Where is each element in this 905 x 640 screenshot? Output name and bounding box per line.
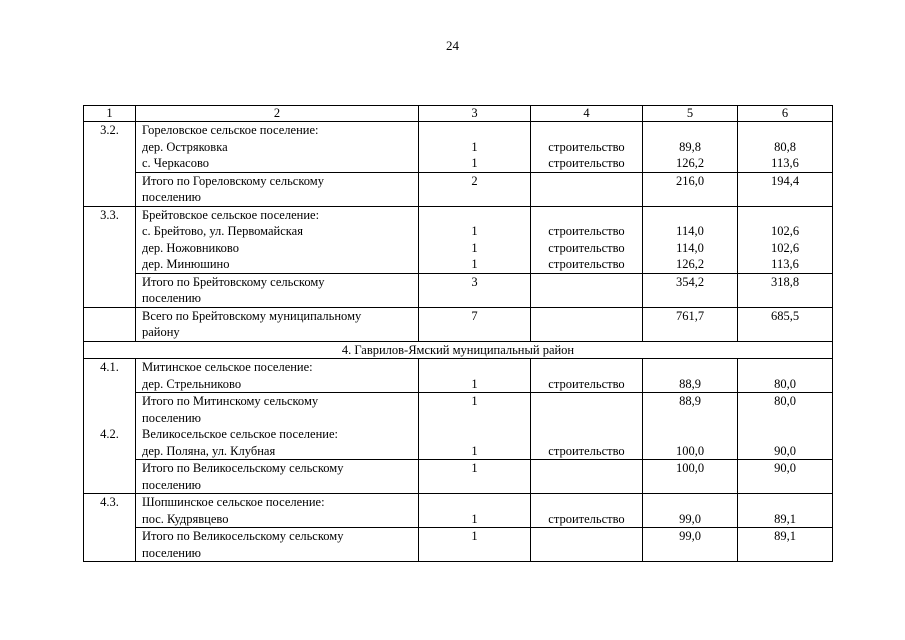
total-col5: 354,2 [643,273,738,307]
count-value: 1 [471,511,478,526]
table-row-total [84,393,833,427]
value-col5: 114,0 [676,224,704,238]
total-label: Итого по Митинскому сельскому поселению [136,393,419,427]
settlement-name: Гореловское сельское поселение: [142,123,319,137]
value-col6: 80,0 [774,376,796,391]
table-row-total [84,273,833,307]
total-label: Итого по Великосельскому сельскому поселению [136,460,419,494]
work-type: строительство [548,376,625,391]
section-heading: 4. Гаврилов-Ямский муниципальный район [84,341,833,359]
place-name: с. Брейтово, ул. Первомайская [142,224,303,238]
count-value: 1 [471,224,478,238]
total-label: Итого по Брейтовскому сельскому поселению [136,273,419,307]
settlement-cell [136,206,419,273]
header-row [84,106,833,122]
total-col5: 88,9 [643,393,738,427]
data-table [83,105,833,562]
place-name: дер. Минюшино [142,257,230,271]
district-total-col6: 685,5 [738,307,833,341]
value-col5: 126,2 [675,257,705,271]
count-value: 1 [471,443,478,458]
header-cell-1: 1 [84,106,136,122]
count-value: 1 [471,156,478,170]
table-row-total [84,528,833,562]
table-row-total [84,172,833,206]
table-row-district-total [84,307,833,341]
value-col5: 100,0 [675,443,705,458]
count-value: 1 [471,240,478,255]
row-number: 4.3. [84,494,136,528]
header-cell-5: 5 [643,106,738,122]
total-label: Итого по Гореловскому сельскому поселению [136,172,419,206]
place-name: дер. Стрельниково [142,376,242,391]
row-number: 3.3. [84,206,136,273]
work-type: строительство [548,257,625,271]
place-name: дер. Поляна, ул. Клубная [142,443,276,458]
district-total-count: 7 [419,307,531,341]
settlement-cell [136,122,419,173]
count-value: 1 [471,257,478,271]
total-col6: 90,0 [738,460,833,494]
settlement-name: Брейтовское сельское поселение: [142,207,320,222]
place-name: дер. Остряковка [142,139,228,154]
total-col5: 100,0 [643,460,738,494]
value-col5: 89,8 [679,139,701,154]
table-row-total [84,460,833,494]
value-col6: 89,1 [774,511,796,526]
value-col6: 102,6 [770,240,800,255]
value-col5: 99,0 [679,511,701,526]
value-col6: 102,6 [770,224,800,238]
total-col6: 318,8 [738,273,833,307]
table-row [84,359,833,393]
total-count: 1 [419,460,531,494]
table-row [84,206,833,273]
value-col6: 80,8 [774,139,796,154]
value-col6: 113,6 [771,156,799,170]
total-col5: 99,0 [643,528,738,562]
header-cell-3: 3 [419,106,531,122]
settlement-name: Великосельское сельское поселение: [142,427,338,441]
work-type: строительство [548,139,625,154]
total-col6: 89,1 [738,528,833,562]
settlement-cell [136,494,419,528]
table-row [84,494,833,528]
work-type: строительство [548,224,625,238]
work-type: строительство [548,511,625,526]
section-heading-row [84,341,833,359]
total-count: 2 [419,172,531,206]
value-col5: 114,0 [676,240,704,255]
row-number: 4.2. [84,426,136,460]
work-type: строительство [548,443,625,458]
table-row [84,122,833,173]
count-value: 1 [471,139,478,154]
settlement-cell [136,359,419,393]
total-col6: 194,4 [738,172,833,206]
work-type: строительство [548,240,625,255]
total-label: Итого по Великосельскому сельскому поселению [136,528,419,562]
place-name: пос. Кудрявцево [142,511,229,526]
settlement-name: Митинское сельское поселение: [142,360,313,374]
table-row [84,426,833,460]
value-col5: 126,2 [675,156,705,170]
place-name: дер. Ножовниково [142,240,239,255]
header-cell-4: 4 [531,106,643,122]
district-total-label: Всего по Брейтовскому муниципальному району [136,307,419,341]
total-col6: 80,0 [738,393,833,427]
settlement-name: Шопшинское сельское поселение: [142,495,325,509]
header-cell-2: 2 [136,106,419,122]
work-type: строительство [548,156,625,170]
value-col5: 88,9 [679,376,701,391]
total-count: 3 [419,273,531,307]
row-number: 4.1. [84,359,136,393]
total-col5: 216,0 [643,172,738,206]
page-number: 24 [446,38,459,53]
total-count: 1 [419,528,531,562]
district-total-col5: 761,7 [643,307,738,341]
header-cell-6: 6 [738,106,833,122]
value-col6: 90,0 [774,443,796,458]
place-name: с. Черкасово [142,156,210,170]
row-number: 3.2. [84,122,136,173]
total-count: 1 [419,393,531,427]
count-value: 1 [471,376,478,391]
settlement-cell [136,426,419,460]
value-col6: 113,6 [771,257,799,271]
